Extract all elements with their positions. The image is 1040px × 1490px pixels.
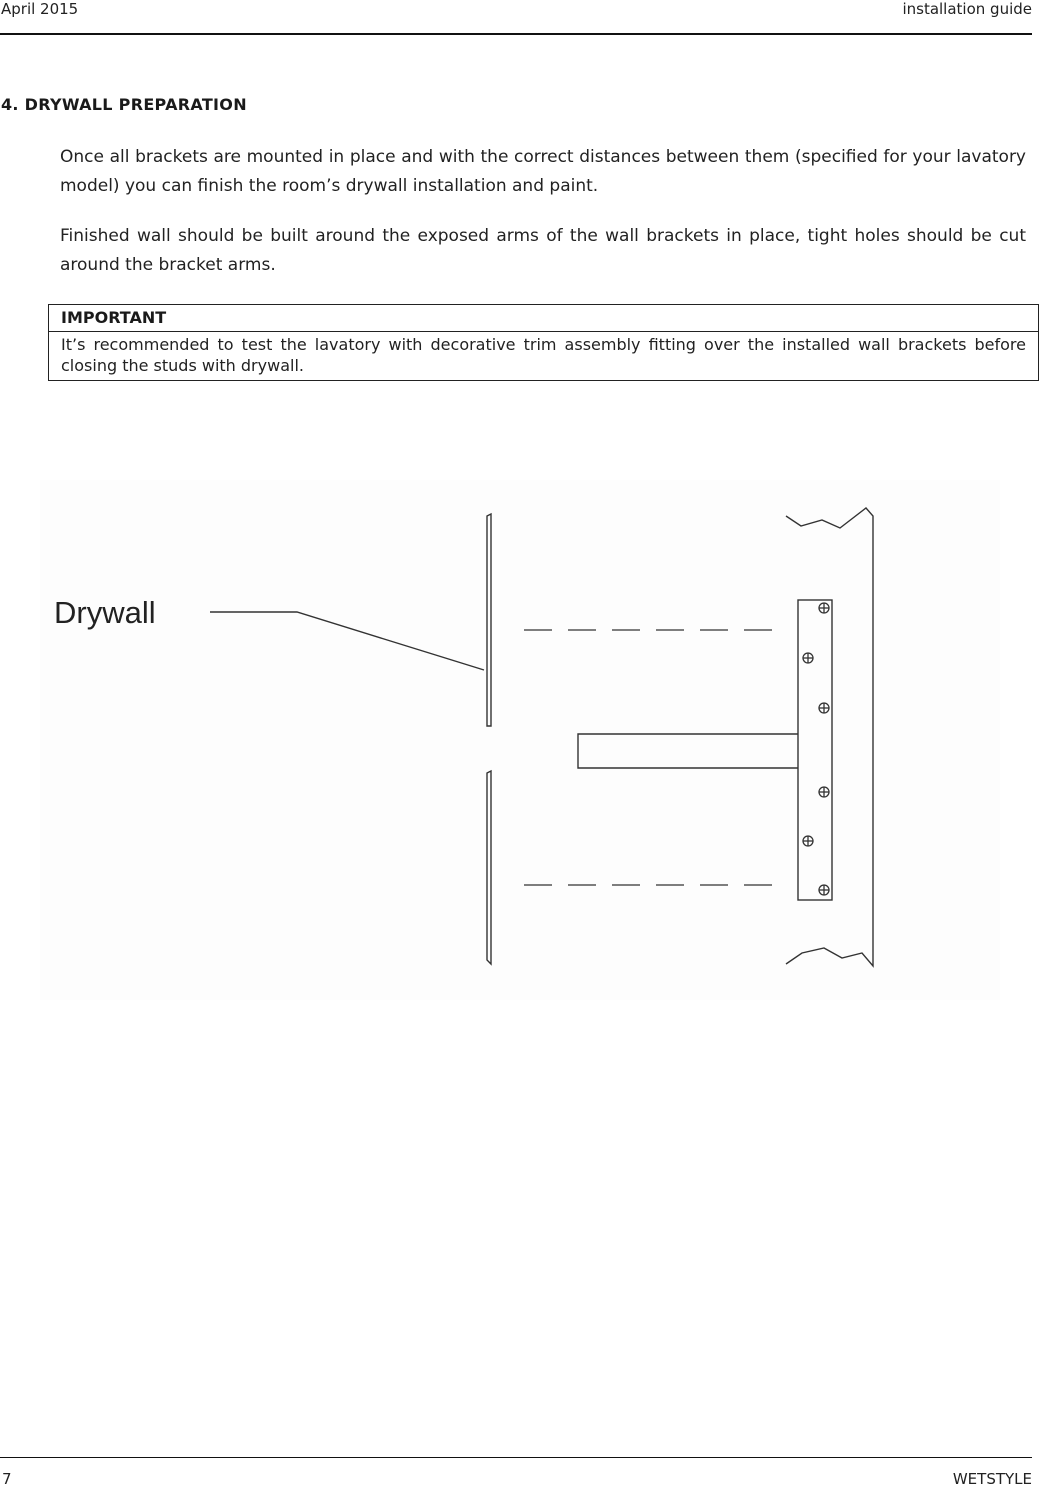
drywall-diagram-svg xyxy=(40,480,1000,1000)
footer-rule xyxy=(0,1457,1032,1458)
drywall-callout-label: Drywall xyxy=(54,595,156,630)
paragraph-finished-wall: Finished wall should be built around the exposed arms of the wall brackets in place, tight holes should be cut around the bracket arms. xyxy=(60,226,1026,275)
header-date: April 2015 xyxy=(1,0,79,18)
screw-icon xyxy=(803,653,813,663)
notice-title: IMPORTANT xyxy=(49,305,1038,332)
bracket-plate xyxy=(798,600,832,900)
footer-brand: WETSTYLE xyxy=(952,1470,1032,1488)
screw-icon xyxy=(819,885,829,895)
screw-icon xyxy=(819,703,829,713)
screw-icon xyxy=(819,603,829,613)
paragraph-brackets-mounted: Once all brackets are mounted in place and with the correct distances between them (specified for your lavatory model) you can finish the room’s drywall installation and paint. xyxy=(60,147,1026,196)
diagram-background xyxy=(40,480,1000,1000)
page-number: 7 xyxy=(2,1470,12,1488)
important-notice-box xyxy=(48,304,1039,381)
section-title: 4. DRYWALL PREPARATION xyxy=(1,95,247,114)
header-doc-type: installation guide xyxy=(902,0,1032,18)
header-rule xyxy=(0,33,1032,35)
screw-icon xyxy=(819,787,829,797)
screw-icon xyxy=(803,836,813,846)
drywall-diagram xyxy=(40,480,1000,1000)
notice-text: It’s recommended to test the lavatory with decorative trim assembly fitting over the installed wall brackets before closing the studs with drywall. xyxy=(61,335,1026,375)
